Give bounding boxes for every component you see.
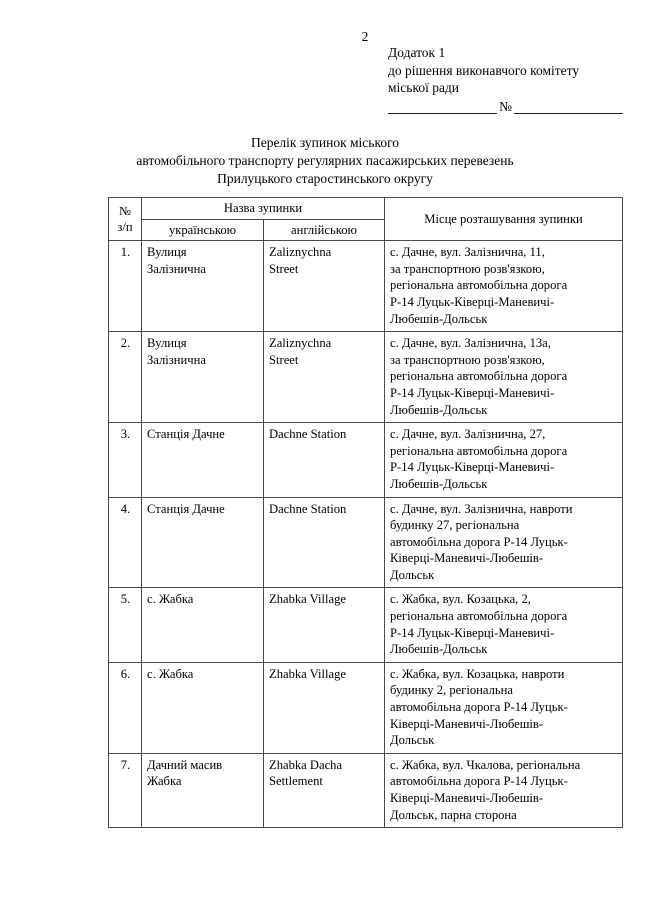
cell-stop-name-english-line: Zaliznychna: [269, 336, 332, 351]
cell-stop-location-line: с. Жабка, вул. Козацька, 2,: [390, 592, 531, 607]
column-header-number-line-2: з/п: [117, 220, 133, 235]
table-row: [109, 423, 623, 497]
document-title-line-3: Прилуцького старостинського округу: [217, 171, 433, 186]
cell-stop-location-line: Ківерці-Маневичі-Любешів-: [390, 716, 544, 731]
blank-rule-right: [514, 100, 623, 114]
cell-stop-location-line: Р-14 Луцьк-Ківерці-Маневичі-: [390, 385, 555, 400]
cell-stop-location-line: Любешів-Дольськ: [390, 642, 488, 657]
cell-stop-location: [385, 662, 623, 753]
cell-stop-name-english: [264, 241, 385, 332]
cell-stop-name-english: [264, 332, 385, 423]
cell-stop-name-ukrainian-line: Залізнична: [147, 352, 206, 367]
cell-stop-location: [385, 497, 623, 588]
table-row: [109, 241, 623, 332]
document-title: [75, 134, 575, 188]
cell-stop-location-line: Любешів-Дольськ: [390, 476, 488, 491]
cell-stop-name-ukrainian-line: Станція Дачне: [147, 427, 225, 442]
table-row: [109, 662, 623, 753]
appendix-decision-line: до рішення виконавчого комітету: [388, 62, 580, 78]
cell-row-number: 5.: [109, 588, 142, 662]
appendix-council-line: міської ради: [388, 80, 460, 95]
cell-stop-location-line: Дольськ: [390, 567, 435, 582]
cell-stop-name-english-line: Dachne Station: [269, 501, 347, 516]
cell-stop-location-line: за транспортною розв'язкою,: [390, 352, 545, 367]
cell-stop-location-line: с. Дачне, вул. Залізнична, 13а,: [390, 336, 551, 351]
cell-stop-location-line: с. Жабка, вул. Козацька, навроти: [390, 666, 565, 681]
column-header-stop-name: Назва зупинки: [142, 198, 385, 220]
cell-row-number: 2.: [109, 332, 142, 423]
table-header-row-1: [109, 198, 623, 220]
cell-stop-location-line: регіональна автомобільна дорога: [390, 443, 568, 458]
column-header-number: [109, 198, 142, 241]
cell-stop-name-ukrainian-line: Станція Дачне: [147, 501, 225, 516]
cell-stop-location: [385, 588, 623, 662]
cell-stop-location-line: регіональна автомобільна дорога: [390, 369, 568, 384]
table-row: [109, 753, 623, 827]
cell-stop-location-line: Любешів-Дольськ: [390, 311, 488, 326]
cell-stop-name-english-line: Zhabka Village: [269, 592, 346, 607]
cell-stop-location: [385, 332, 623, 423]
cell-row-number: 7.: [109, 753, 142, 827]
cell-stop-name-ukrainian: [142, 497, 264, 588]
table-row: [109, 588, 623, 662]
cell-stop-location-line: за транспортною розв'язкою,: [390, 261, 545, 276]
cell-stop-name-ukrainian-line: Жабка: [147, 774, 182, 789]
cell-stop-name-english-line: Settlement: [269, 774, 323, 789]
cell-stop-location-line: Р-14 Луцьк-Ківерці-Маневичі-: [390, 460, 555, 475]
bus-stops-table: [108, 197, 623, 828]
cell-stop-name-ukrainian-line: с. Жабка: [147, 666, 194, 681]
cell-stop-name-ukrainian-line: с. Жабка: [147, 592, 194, 607]
table-row: [109, 332, 623, 423]
cell-stop-name-ukrainian-line: Вулиця: [147, 336, 187, 351]
cell-stop-location-line: автомобільна дорога Р-14 Луцьк-: [390, 774, 568, 789]
cell-stop-location-line: Р-14 Луцьк-Ківерці-Маневичі-: [390, 625, 555, 640]
table-row: [109, 497, 623, 588]
appendix-reference-block: [388, 44, 623, 97]
column-header-number-line-1: №: [118, 203, 132, 218]
cell-stop-name-english: [264, 753, 385, 827]
cell-row-number: 1.: [109, 241, 142, 332]
blank-rule-left: [388, 100, 497, 114]
cell-stop-location-line: будинку 27, регіональна: [390, 518, 520, 533]
cell-stop-name-english: [264, 588, 385, 662]
cell-stop-name-ukrainian: [142, 423, 264, 497]
cell-stop-name-ukrainian: [142, 588, 264, 662]
column-header-name-english: англійською: [264, 219, 385, 241]
cell-row-number: 6.: [109, 662, 142, 753]
document-title-line-1: Перелік зупинок міського: [250, 135, 400, 150]
cell-stop-location-line: с. Дачне, вул. Залізнична, навроти: [390, 501, 573, 516]
cell-stop-location-line: Р-14 Луцьк-Ківерці-Маневичі-: [390, 294, 555, 309]
column-header-name-ukrainian: українською: [142, 219, 264, 241]
cell-stop-name-english-line: Zaliznychna: [269, 245, 332, 260]
cell-stop-location-line: автомобільна дорога Р-14 Луцьк-: [390, 534, 568, 549]
cell-stop-name-english: [264, 423, 385, 497]
cell-row-number: 3.: [109, 423, 142, 497]
cell-stop-name-ukrainian-line: Вулиця: [147, 245, 187, 260]
cell-stop-location-line: регіональна автомобільна дорога: [390, 278, 568, 293]
cell-stop-name-ukrainian-line: Дачний масив: [147, 757, 223, 772]
cell-stop-location-line: Ківерці-Маневичі-Любешів-: [390, 791, 544, 805]
cell-stop-name-english: [264, 662, 385, 753]
cell-stop-name-english-line: Zhabka Village: [269, 666, 346, 681]
cell-stop-location-line: Ківерці-Маневичі-Любешів-: [390, 551, 544, 566]
cell-stop-name-english-line: Zhabka Dacha: [269, 757, 343, 772]
cell-stop-name-ukrainian: [142, 332, 264, 423]
cell-stop-name-english: [264, 497, 385, 588]
cell-stop-location-line: с. Дачне, вул. Залізнична, 11,: [390, 245, 545, 260]
cell-stop-location-line: регіональна автомобільна дорога: [390, 609, 568, 624]
cell-stop-location-line: с. Дачне, вул. Залізнична, 27,: [390, 427, 546, 442]
cell-stop-name-ukrainian: [142, 241, 264, 332]
cell-stop-location-line: будинку 2, регіональна: [390, 683, 513, 698]
cell-stop-location-line: автомобільна дорога Р-14 Луцьк-: [390, 700, 568, 715]
appendix-title: Додаток 1: [388, 45, 446, 60]
cell-stop-name-english-line: Street: [269, 352, 299, 367]
table-header: [109, 198, 623, 241]
cell-stop-location: [385, 423, 623, 497]
cell-stop-name-english-line: Dachne Station: [269, 427, 347, 442]
table-body: [109, 241, 623, 828]
number-sign: №: [499, 99, 512, 114]
cell-stop-location-line: Дольськ, парна сторона: [390, 807, 517, 822]
cell-stop-name-ukrainian-line: Залізнична: [147, 261, 206, 276]
cell-row-number: 4.: [109, 497, 142, 588]
appendix-number-blank: [388, 100, 623, 114]
cell-stop-name-english-line: Street: [269, 261, 299, 276]
cell-stop-location: [385, 753, 623, 827]
cell-stop-location-line: Дольськ: [390, 733, 435, 748]
cell-stop-name-ukrainian: [142, 753, 264, 827]
cell-stop-location: [385, 241, 623, 332]
cell-stop-location-line: Любешів-Дольськ: [390, 402, 488, 417]
cell-stop-location-line: с. Жабка, вул. Чкалова, регіональна: [390, 757, 581, 772]
page-number: 2: [361, 29, 369, 44]
document-title-line-2: автомобільного транспорту регулярних пасажирських перевезень: [136, 153, 514, 168]
column-header-location: Місце розташування зупинки: [385, 198, 623, 241]
cell-stop-name-ukrainian: [142, 662, 264, 753]
